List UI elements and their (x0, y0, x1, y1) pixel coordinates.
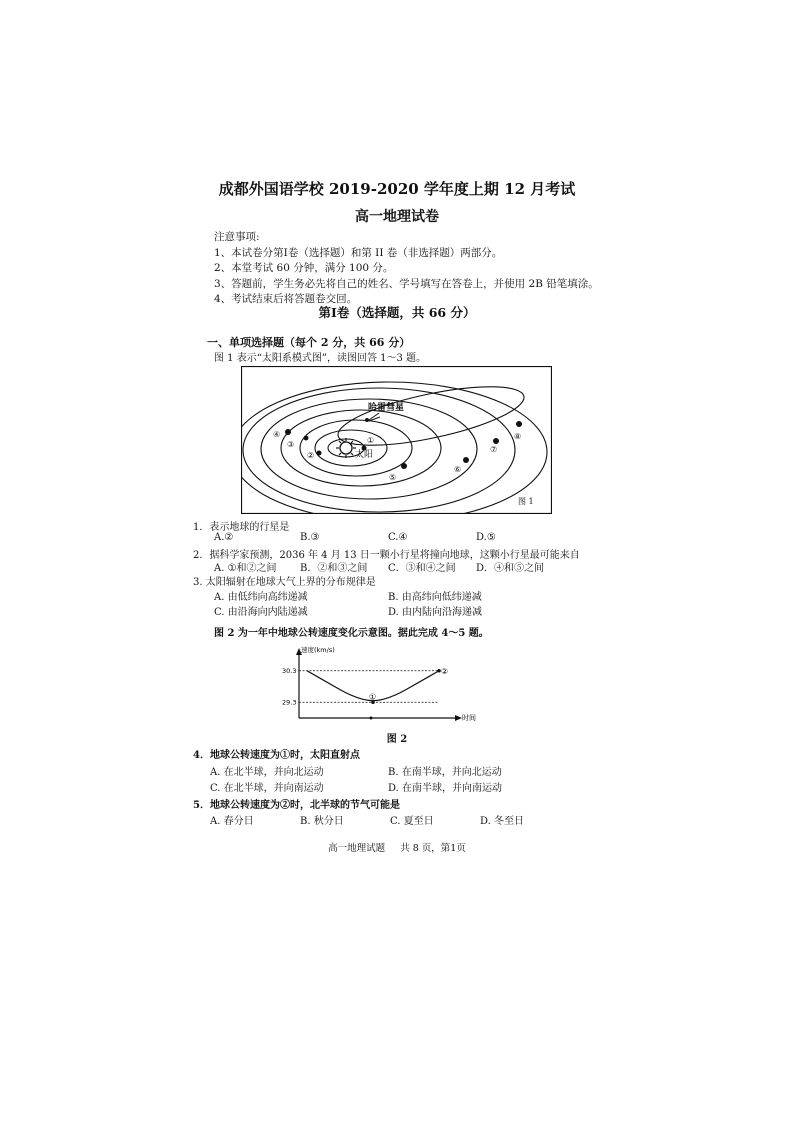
option: A. ①和②之间 (214, 563, 277, 574)
x-axis-arrow-icon (455, 715, 462, 721)
note-item: 3、答题前，学生务必先将自己的姓名、学号填写在答卷上，并使用 2B 铅笔填涂。 (214, 277, 599, 290)
num-4: ④ (273, 430, 281, 439)
exam-subtitle: 高一地理试卷 (355, 209, 439, 225)
y-axis-label: 速度(km/s) (301, 646, 335, 654)
single-choice-heading: 一、单项选择题（每个 2 分，共 66 分） (207, 336, 411, 349)
question-stem: 2．据科学家预测，2036 年 4 月 13 日一颗小行星将撞向地球，这颗小行星最可能来自 (193, 550, 580, 561)
option: C. 在北半球，并向南运动 (210, 783, 324, 794)
option: D．④和⑤之间 (476, 563, 545, 574)
question-stem: 5．地球公转速度为②时，北半球的节气可能是 (193, 800, 400, 811)
halley-comet-position (365, 418, 369, 422)
y-tick-low: 29.3 (282, 698, 297, 707)
option: B. 由高纬向低纬递减 (388, 592, 482, 603)
num-3: ③ (287, 440, 295, 449)
planet-8 (516, 421, 522, 427)
point-2-label: ② (441, 666, 449, 676)
note-item: 2、本堂考试 60 分钟，满分 100 分。 (214, 262, 394, 274)
option: C. 夏至日 (390, 816, 434, 827)
question-stem: 3. 太阳辐射在地球大气上界的分布规律是 (193, 577, 376, 588)
num-7: ⑦ (490, 445, 498, 454)
figure2-intro: 图 2 为一年中地球公转速度变化示意图。据此完成 4～5 题。 (214, 628, 489, 639)
option: C. 由沿海向内陆递减 (214, 607, 308, 618)
x-axis-label: 时间 (462, 714, 476, 722)
planet-7 (493, 438, 499, 444)
option: C.④ (388, 532, 408, 543)
footer-pages: 共 8 页，第1页 (400, 843, 466, 854)
note-item: 4、考试结束后将答题卷交回。 (214, 293, 358, 305)
question-stem: 1．表示地球的行星是 (193, 522, 290, 533)
num-2: ② (307, 451, 315, 460)
orbital-speed-chart (279, 643, 479, 728)
option: B. 在南半球，并向北运动 (388, 767, 502, 778)
section-heading: 第Ⅰ卷（选择题，共 66 分） (318, 305, 476, 320)
planet-4 (285, 429, 291, 435)
option: D. 由内陆向沿海递减 (388, 607, 483, 618)
sun-icon (336, 438, 356, 458)
option: B. 秋分日 (300, 816, 344, 827)
page-footer (0, 840, 794, 854)
option: D. 冬至日 (480, 816, 525, 827)
option: B.③ (300, 532, 320, 543)
planet-5 (401, 463, 407, 469)
planet-6 (463, 457, 469, 463)
notes-heading: 注意事项: (214, 231, 260, 243)
planet-3 (304, 436, 309, 441)
figure1-caption: 图 1 (518, 497, 534, 506)
option: D.⑤ (476, 532, 496, 543)
y-tick-high: 30.3 (282, 666, 297, 675)
num-1: ① (367, 436, 375, 445)
notes-block (214, 230, 599, 308)
comet-label: 哈雷彗星 (368, 403, 405, 413)
planet-2 (317, 451, 322, 456)
option: A. 在北半球，并向北运动 (210, 767, 324, 778)
option: A. 春分日 (210, 816, 254, 827)
sun-label: 太阳 (355, 450, 374, 460)
figure1-intro: 图 1 表示“太阳系模式图”，读图回答 1～3 题。 (214, 353, 427, 364)
footer-name: 高一地理试题 (328, 843, 386, 854)
figure2-caption: 图 2 (386, 734, 408, 745)
x-tick-mark (370, 717, 373, 720)
option: D. 在南半球，并向南运动 (388, 783, 503, 794)
num-6: ⑥ (454, 465, 462, 474)
num-8: ⑧ (514, 432, 522, 441)
num-5: ⑤ (389, 473, 397, 482)
question-stem: 4．地球公转速度为①时，太阳直射点 (193, 750, 360, 761)
point-1-label: ① (369, 692, 377, 702)
exam-title: 成都外国语学校 2019-2020 学年度上期 12 月考试 (218, 180, 576, 198)
option: A. 由低纬向高纬递减 (214, 592, 308, 603)
option: B．②和③之间 (300, 563, 368, 574)
solar-system-diagram (241, 366, 552, 514)
option: A.② (214, 532, 234, 543)
option: C．③和④之间 (388, 563, 456, 574)
note-item: 1、本试卷分第Ⅰ卷（选择题）和第 II 卷（非选择题）两部分。 (214, 246, 503, 259)
